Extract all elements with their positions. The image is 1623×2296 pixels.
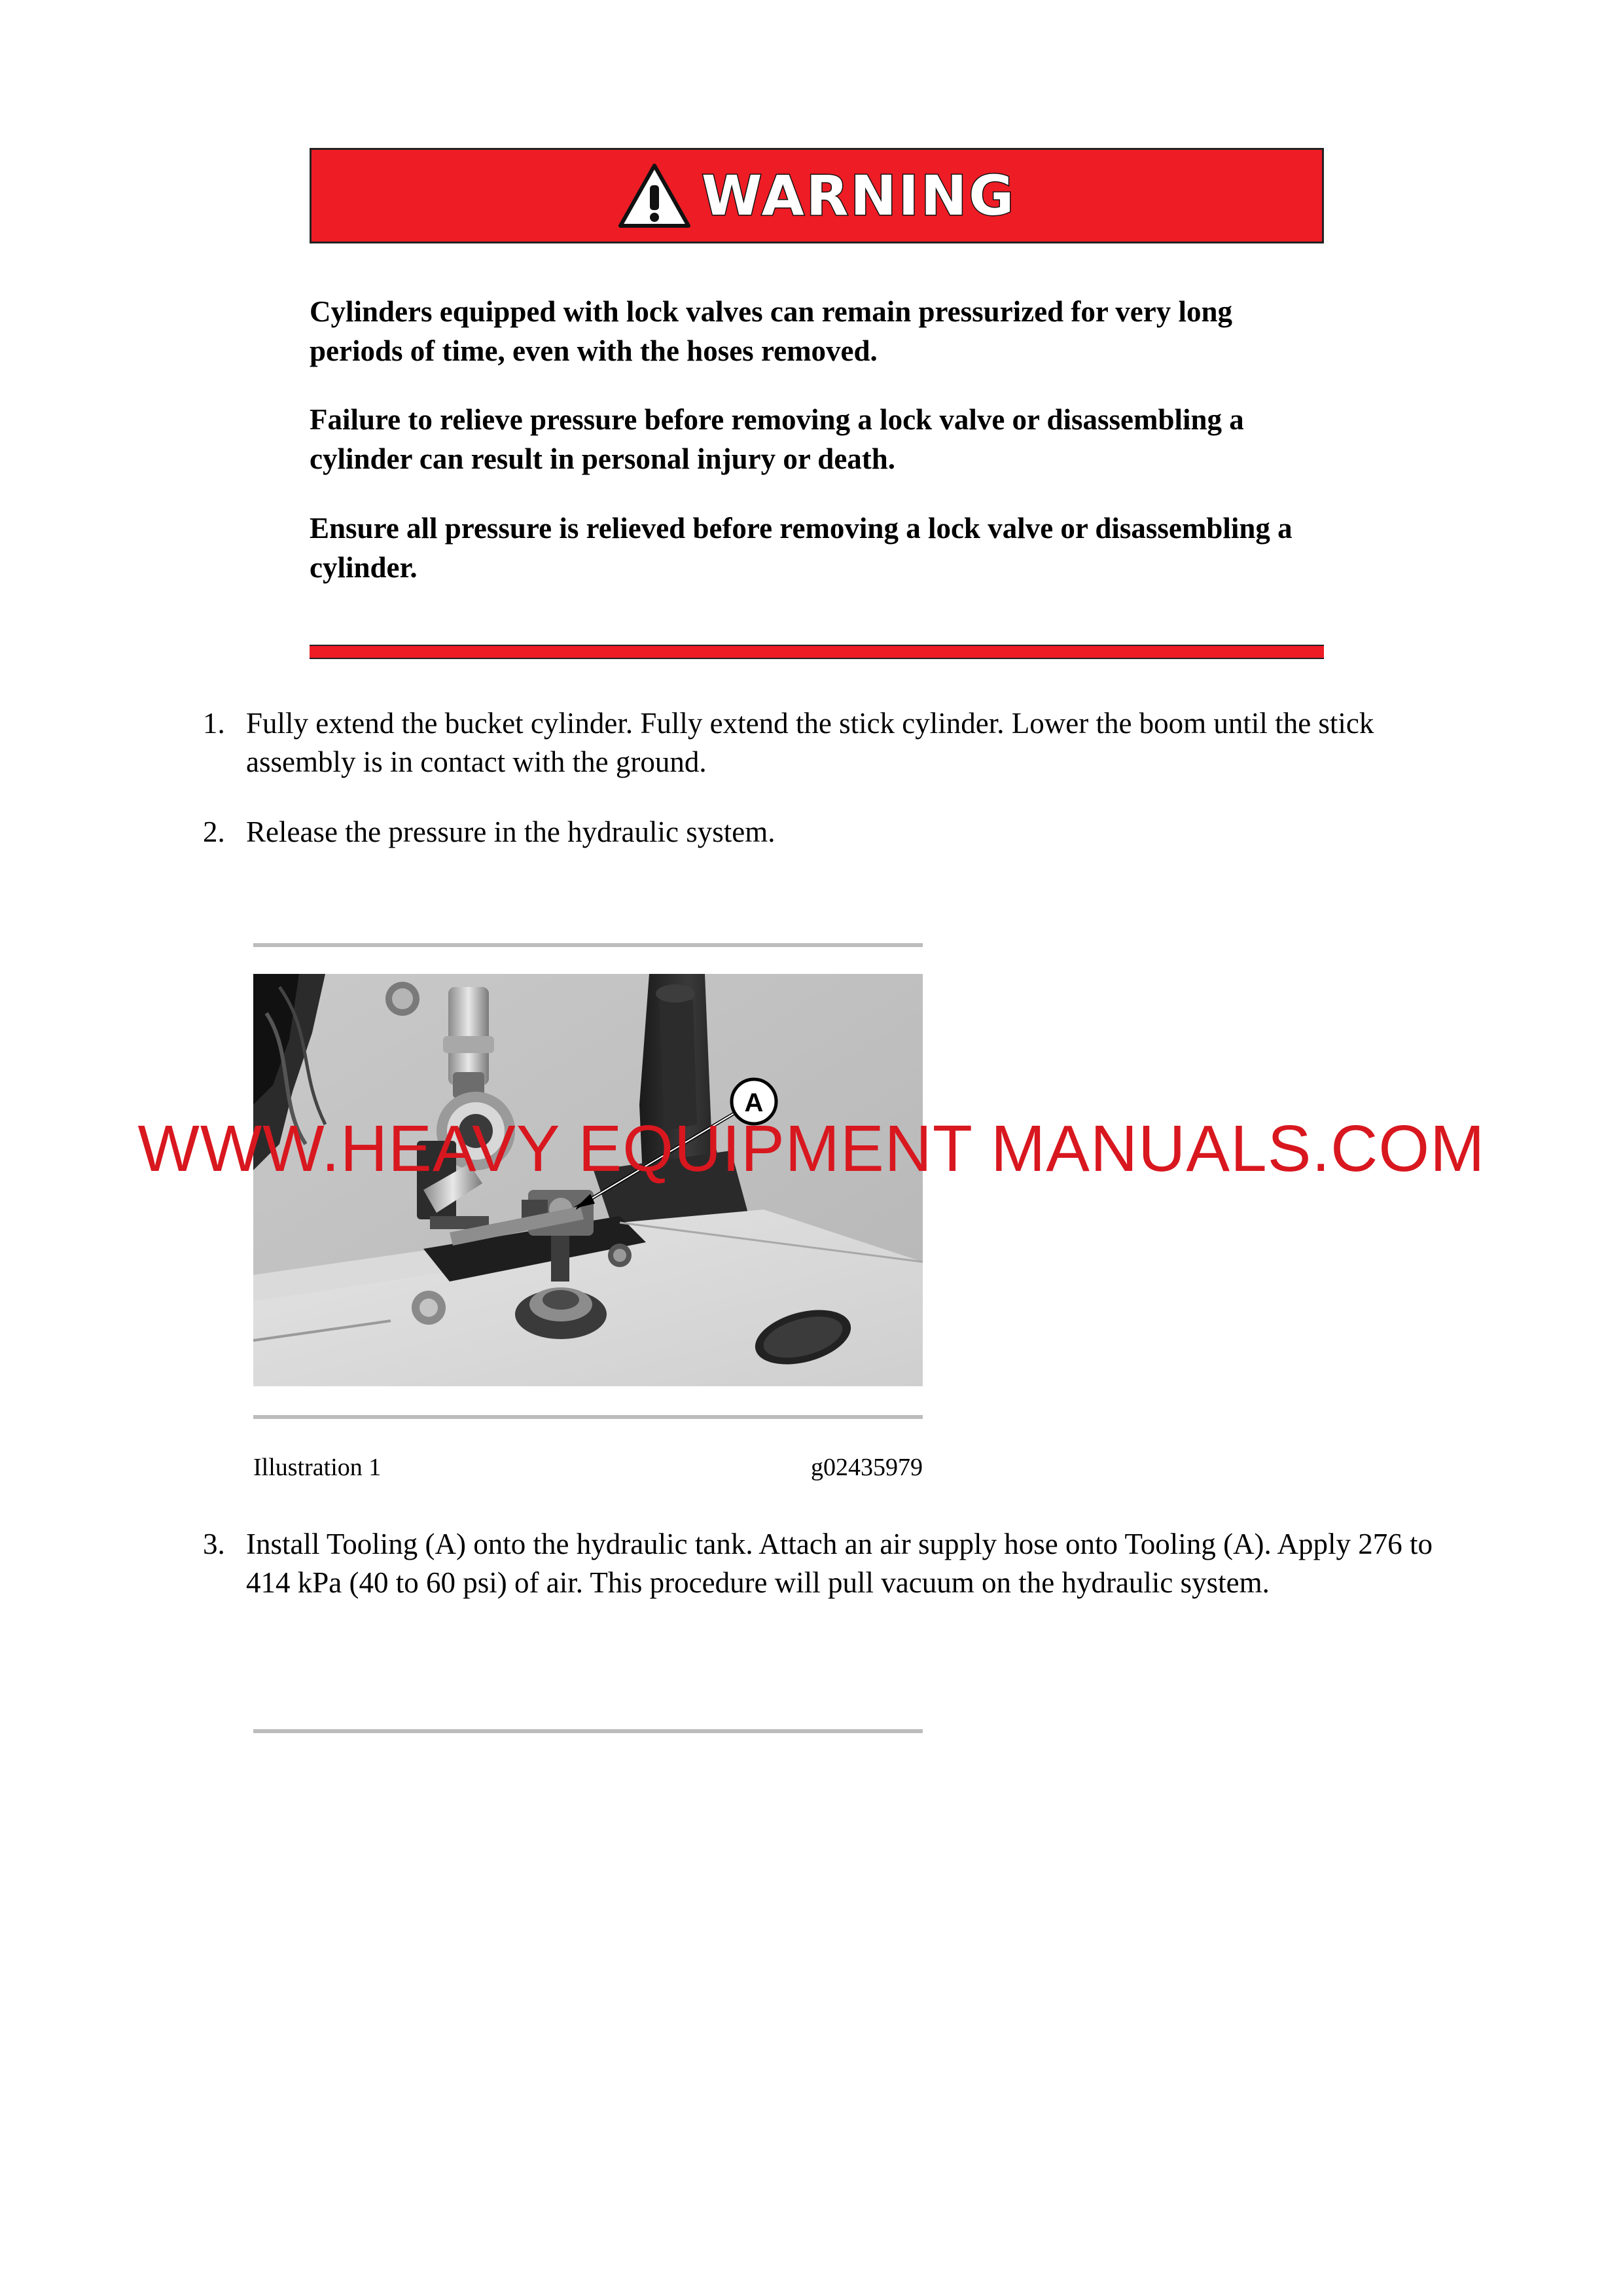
figure-bottom-rule [253,1415,923,1419]
step-number: 2. [203,816,225,848]
step-number: 1. [203,707,225,740]
step-number: 3. [203,1528,225,1560]
step-item [203,704,1479,783]
warning-triangle-icon [618,163,691,228]
warning-label: WARNING [701,164,1016,228]
warning-paragraph: Failure to relieve pressure before removing a lock valve or disassembling a cylinder can result in personal injury or death. [310,403,1244,475]
warning-banner [310,148,1324,243]
warning-paragraph: Cylinders equipped with lock valves can remain pressurized for very long periods of time, even with the hoses removed. [310,295,1233,367]
step-text: Fully extend the bucket cylinder. Fully extend the stick cylinder. Lower the boom until the stick assembly is in contact with the ground. [246,707,1374,778]
step-item [203,813,1479,852]
figure-caption-label: Illustration 1 [253,1454,382,1481]
warning-paragraph: Ensure all pressure is relieved before removing a lock valve or disassembling a cylinder. [310,512,1293,584]
step-text: Release the pressure in the hydraulic system. [246,816,776,848]
callout-label-a: A [744,1088,764,1117]
warning-bottom-bar [310,645,1324,659]
figure-top-rule [253,943,923,947]
step-item [203,1525,1479,1643]
figure-top-rule [253,1729,923,1733]
watermark-text: WWW.HEAVY EQUIPMENT MANUALS.COM [137,1112,1486,1185]
figure-caption-id: g02435979 [811,1454,923,1481]
step-text: Install Tooling (A) onto the hydraulic tank. Attach an air supply hose onto Tooling (A). Apply 276 to 414 kPa (40 to 60 psi) of air. This procedure will pull vacuum on the hydraulic system. [246,1528,1433,1599]
